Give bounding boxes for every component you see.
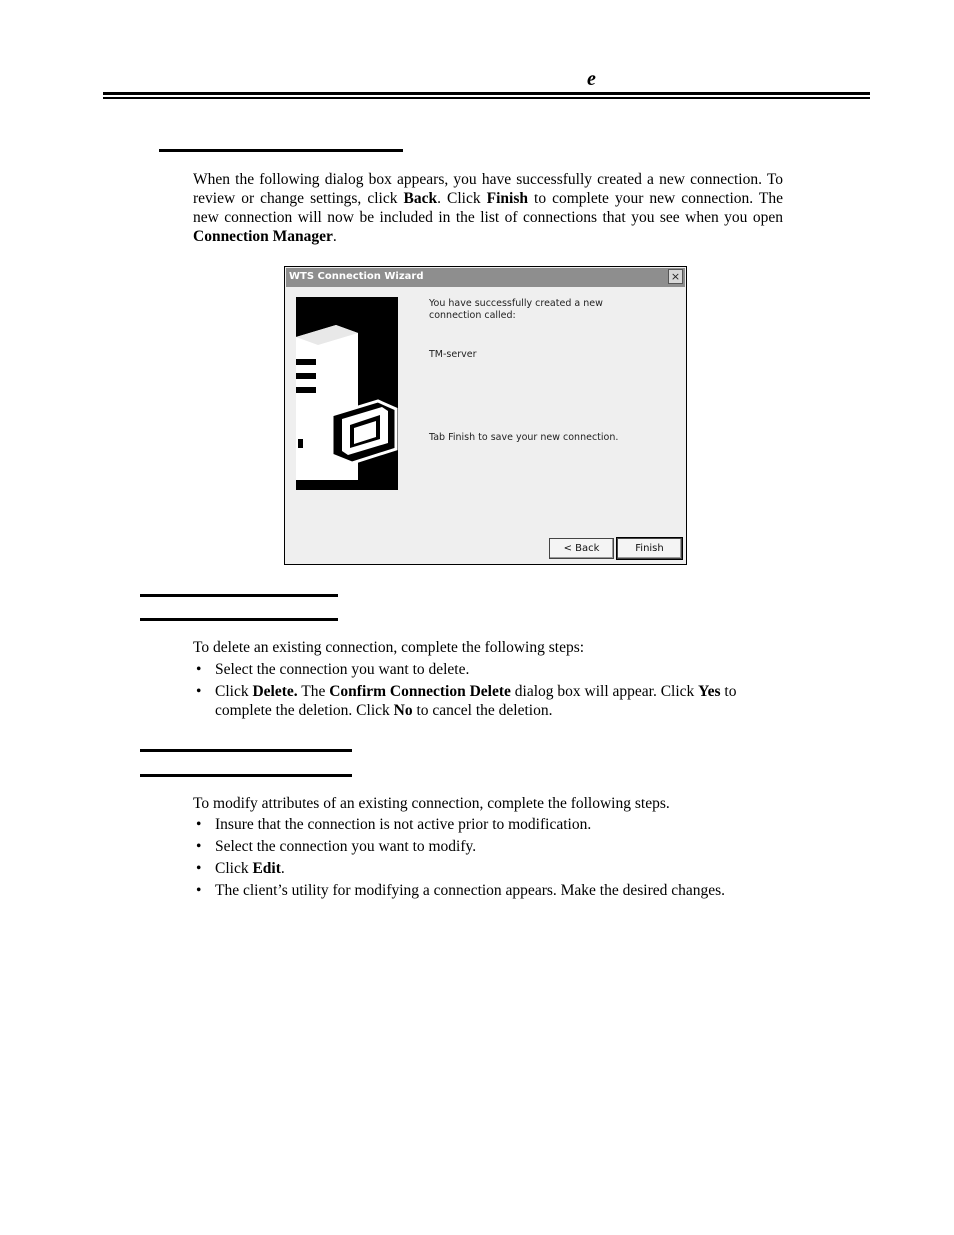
header-rule-bottom (103, 97, 870, 99)
dialog-instruction: Tab Finish to save your new connection. (429, 432, 619, 443)
dialog-title: WTS Connection Wizard (289, 271, 424, 282)
section3-steps (193, 816, 793, 904)
computer-monitor-icon (296, 297, 398, 490)
header-rule-top (103, 92, 870, 95)
bullet-icon: • (196, 661, 202, 678)
text-run: to complete your new connection. The new connection will now be included in the list of connections that you see when you open (193, 190, 783, 226)
text-run: The (297, 683, 330, 700)
finish-button[interactable]: Finish (617, 538, 682, 559)
bold-term: Connection Manager (193, 228, 333, 245)
bold-term: Back (403, 190, 438, 207)
bullet-icon: • (196, 882, 202, 899)
section3-intro: To modify attributes of an existing connection, complete the following steps. (193, 795, 670, 812)
section2-intro: To delete an existing connection, complete the following steps: (193, 639, 585, 656)
list-item (193, 838, 793, 857)
section2-heading-rule-bottom (140, 618, 338, 621)
text-run: to complete the deletion. Click (215, 683, 737, 719)
bold-term: No (393, 701, 413, 719)
wizard-illustration (296, 297, 398, 490)
text-run: When the following dialog box appears, you have successfully created a new connection. To review or change settings, click (193, 171, 783, 207)
dialog-message: You have successfully created a new connection called: (429, 298, 603, 321)
bold-term: Edit (252, 860, 281, 877)
section1-heading-rule (159, 149, 403, 152)
section2-steps (193, 661, 793, 724)
list-item-text (215, 816, 591, 833)
list-item-text (215, 683, 736, 719)
list-item (193, 816, 793, 835)
section1-paragraph (193, 170, 783, 246)
list-item-text (215, 661, 469, 678)
back-button[interactable]: < Back (549, 538, 614, 559)
bullet-icon: • (196, 683, 202, 700)
text-run: . (332, 228, 337, 245)
bold-term: Delete. (252, 683, 298, 700)
section2-heading-rule-top (140, 594, 338, 597)
text-run: Click (215, 860, 253, 877)
connection-name: TM-server (429, 349, 477, 360)
bullet-icon: • (196, 860, 202, 877)
list-item-text (215, 838, 476, 855)
text-run: Insure that the connection is not active prior to modification. (215, 816, 592, 833)
list-item (193, 661, 793, 680)
text-run: Click (215, 683, 253, 700)
bullet-icon: • (196, 838, 202, 855)
text-run: The client’s utility for modifying a connection appears. Make the desired changes. (215, 882, 726, 899)
list-item (193, 860, 793, 879)
list-item (193, 882, 793, 901)
list-item-text (215, 860, 285, 877)
text-run: Select the connection you want to modify. (215, 838, 477, 855)
dialog-titlebar (286, 268, 685, 287)
bullet-icon: • (196, 816, 202, 833)
bold-term: Finish (486, 190, 528, 207)
list-item (193, 683, 793, 720)
connection-wizard-dialog (284, 266, 687, 565)
text-run: . Click (437, 190, 487, 207)
text-run: to cancel the deletion. (412, 701, 553, 719)
bold-term: Confirm Connection Delete (329, 683, 511, 700)
text-run: . (280, 860, 285, 877)
text-run: Select the connection you want to delete. (215, 661, 470, 678)
section3-heading-rule-bottom (140, 774, 352, 777)
header-letter: e (587, 68, 596, 90)
list-item-text (215, 882, 725, 899)
bold-term: Yes (698, 683, 721, 700)
close-button[interactable]: × (668, 269, 683, 284)
section3-heading-rule-top (140, 749, 352, 752)
text-run: dialog box will appear. Click (510, 683, 699, 700)
